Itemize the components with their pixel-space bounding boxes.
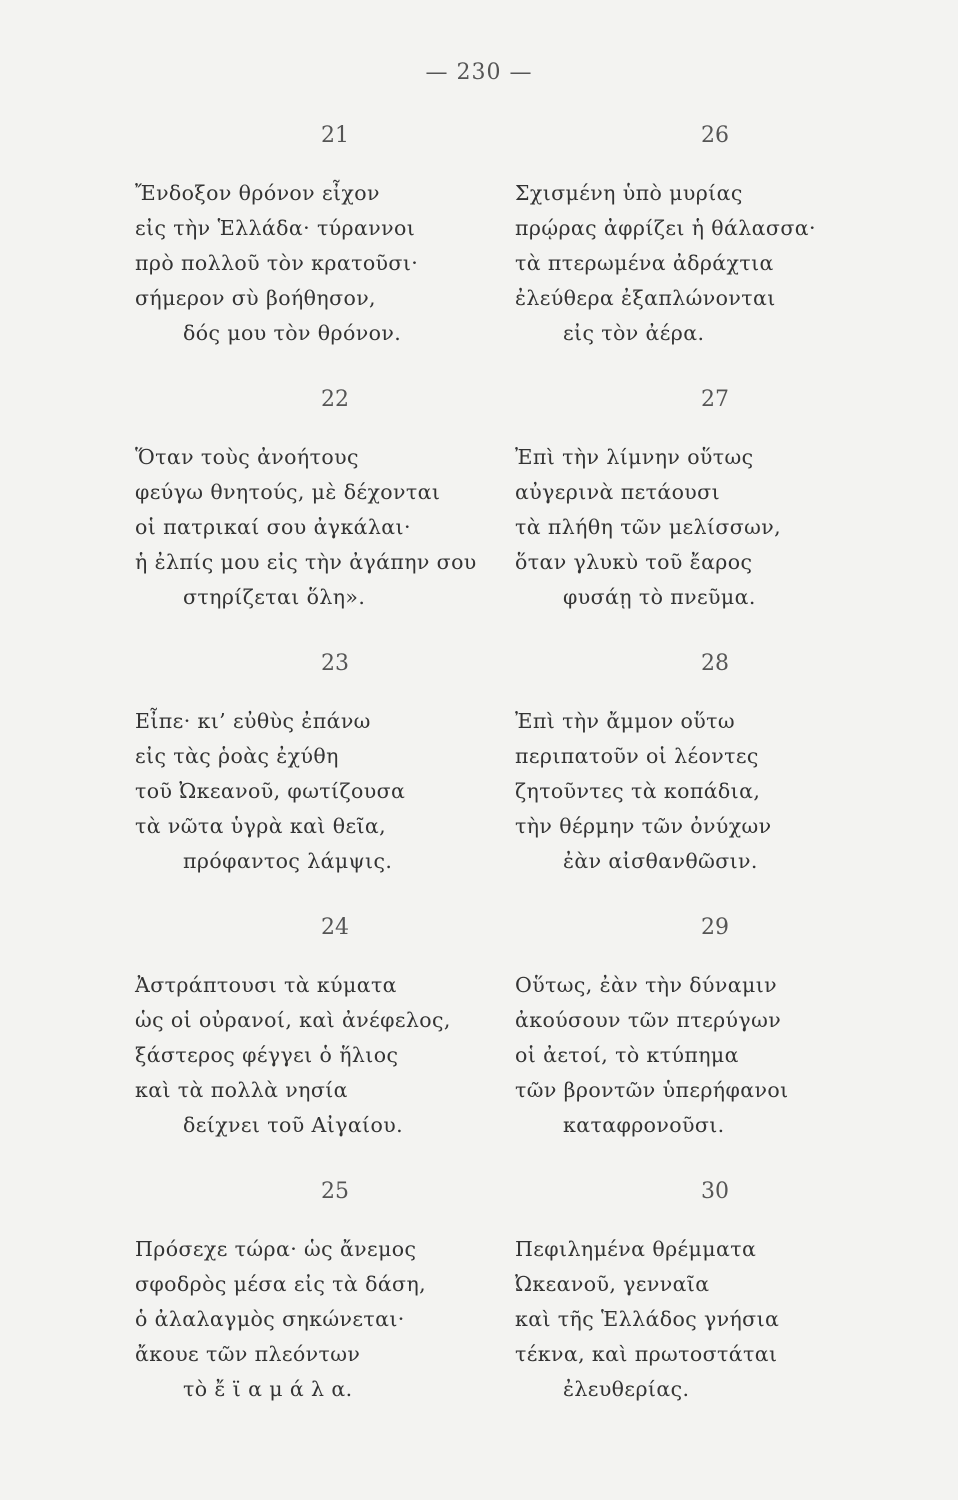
- verse-line: τοῦ Ὠκεανοῦ, φωτίζουσα: [135, 779, 406, 803]
- verse-line: δείχνει τοῦ Αἰγαίου.: [183, 1113, 404, 1137]
- verse-line: τέκνα, καὶ πρωτοστάται: [515, 1342, 778, 1366]
- stanza-number: 23: [321, 651, 349, 676]
- stanza-number: 22: [321, 387, 349, 412]
- stanza-number: 27: [701, 387, 729, 412]
- left-column: [135, 120, 555, 1440]
- verse-line: τὰ πτερωμένα ἀδράχτια: [515, 251, 774, 275]
- verse-line: ἡ ἐλπίς μου εἰς τὴν ἀγάπην σου: [135, 550, 477, 574]
- verse-line: δός μου τὸν θρόνον.: [183, 321, 402, 345]
- stanza-24: [135, 912, 555, 1176]
- stanza-22: [135, 384, 555, 648]
- verse-line: ὅταν γλυκὺ τοῦ ἔαρος: [515, 550, 753, 574]
- stanza-30: [515, 1176, 935, 1440]
- stanza-21: [135, 120, 555, 384]
- stanza-25: [135, 1176, 555, 1440]
- verse-line: τὸ ἔ ϊ α μ ά λ α.: [183, 1377, 353, 1401]
- verse-line: ἀκούσουν τῶν πτερύγων: [515, 1008, 782, 1032]
- stanza-29: [515, 912, 935, 1176]
- stanza-number: 26: [701, 123, 729, 148]
- verse-line: Ὠκεανοῦ, γενναῖα: [515, 1272, 710, 1296]
- verse-line: ὡς οἱ οὐρανοί, καὶ ἀνέφελος,: [135, 1008, 451, 1032]
- page-number: — 230 —: [425, 60, 533, 85]
- verse-line: ζητοῦντες τὰ κοπάδια,: [515, 779, 761, 803]
- stanza-27: [515, 384, 935, 648]
- verse-line: σήμερον σὺ βοήθησον,: [135, 286, 376, 310]
- stanza-28: [515, 648, 935, 912]
- stanza-23: [135, 648, 555, 912]
- verse-line: αὐγερινὰ πετάουσι: [515, 480, 721, 504]
- verse-line: Πεφιλημένα θρέμματα: [515, 1237, 757, 1261]
- verse-line: τὰ νῶτα ὑγρὰ καὶ θεῖα,: [135, 814, 387, 838]
- verse-line: οἱ ἀετοί, τὸ κτύπημα: [515, 1043, 739, 1067]
- right-column: [515, 120, 935, 1440]
- verse-line: ἐὰν αἰσθανθῶσιν.: [563, 849, 758, 873]
- verse-line: εἰς τὴν Ἑλλάδα· τύραννοι: [135, 216, 416, 240]
- stanza-number: 30: [701, 1179, 729, 1204]
- verse-line: Ἔνδοξον θρόνον εἶχον: [135, 181, 380, 205]
- verse-line: εἰς τὸν ἀέρα.: [563, 321, 705, 345]
- verse-line: Σχισμένη ὑπὸ μυρίας: [515, 181, 743, 205]
- verse-line: καὶ τὰ πολλὰ νησία: [135, 1078, 348, 1102]
- verse-line: Πρόσεχε τώρα· ὡς ἄνεμος: [135, 1237, 417, 1261]
- verse-line: Οὕτως, ἐὰν τὴν δύναμιν: [515, 973, 777, 997]
- verse-line: καταφρονοῦσι.: [563, 1113, 725, 1137]
- verse-line: ξάστερος φέγγει ὁ ἥλιος: [135, 1043, 399, 1067]
- verse-line: εἰς τὰς ῥοὰς ἐχύθη: [135, 744, 339, 768]
- verse-line: Εἶπε· κι’ εὐθὺς ἐπάνω: [135, 709, 371, 733]
- verse-line: ἐλεύθερα ἐξαπλώνονται: [515, 286, 776, 310]
- stanza-number: 25: [321, 1179, 349, 1204]
- verse-line: ἄκουε τῶν πλεόντων: [135, 1342, 361, 1366]
- verse-line: στηρίζεται ὅλη».: [183, 585, 366, 609]
- stanza-26: [515, 120, 935, 384]
- verse-line: Ὅταν τοὺς ἀνοήτους: [135, 445, 359, 469]
- verse-line: τὰ πλήθη τῶν μελίσσων,: [515, 515, 782, 539]
- stanza-number: 29: [701, 915, 729, 940]
- verse-line: οἱ πατρικαί σου ἀγκάλαι·: [135, 515, 411, 539]
- verse-line: καὶ τῆς Ἑλλάδος γνήσια: [515, 1307, 780, 1331]
- verse-line: περιπατοῦν οἱ λέοντες: [515, 744, 759, 768]
- verse-line: τῶν βροντῶν ὑπερήφανοι: [515, 1078, 789, 1102]
- verse-line: ὁ ἀλαλαγμὸς σηκώνεται·: [135, 1307, 405, 1331]
- verse-line: σφοδρὸς μέσα εἰς τὰ δάση,: [135, 1272, 427, 1296]
- stanza-number: 24: [321, 915, 349, 940]
- verse-line: τὴν θέρμην τῶν ὀνύχων: [515, 814, 772, 838]
- verse-line: πρῴρας ἀφρίζει ἡ θάλασσα·: [515, 216, 816, 240]
- verse-line: φυσάῃ τὸ πνεῦμα.: [563, 585, 756, 609]
- verse-line: φεύγω θνητούς, μὲ δέχονται: [135, 480, 441, 504]
- stanza-number: 28: [701, 651, 729, 676]
- verse-line: πρόφαντος λάμψις.: [183, 849, 393, 873]
- verse-line: Ἀστράπτουσι τὰ κύματα: [135, 973, 397, 997]
- verse-line: πρὸ πολλοῦ τὸν κρατοῦσι·: [135, 251, 419, 275]
- verse-line: Ἐπὶ τὴν ἄμμον οὕτω: [515, 709, 735, 733]
- verse-line: ἐλευθερίας.: [563, 1377, 690, 1401]
- verse-line: Ἐπὶ τὴν λίμνην οὕτως: [515, 445, 754, 469]
- stanza-number: 21: [321, 123, 349, 148]
